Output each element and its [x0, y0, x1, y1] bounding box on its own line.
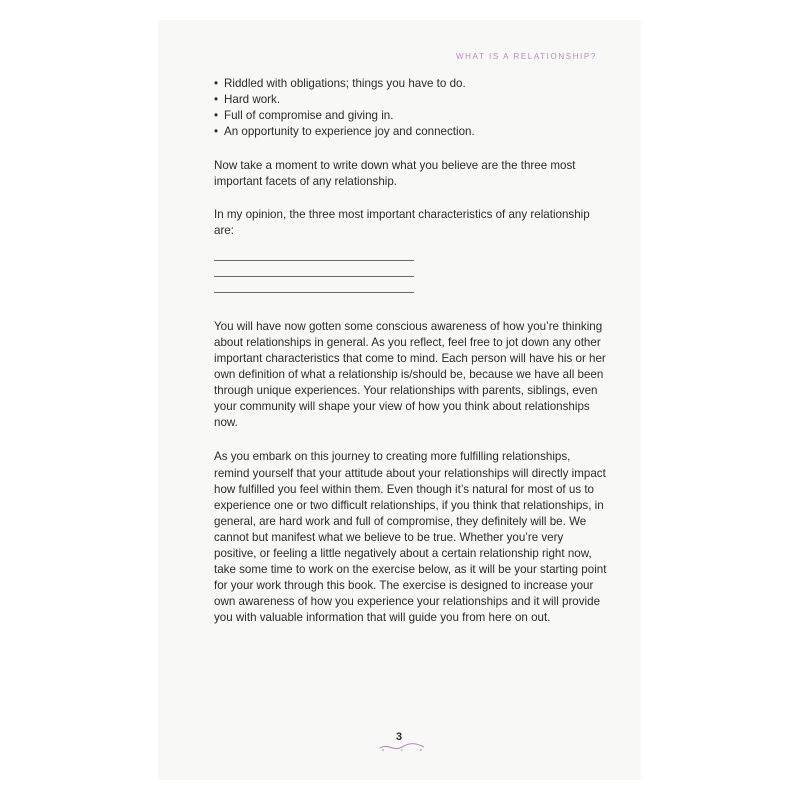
bullet-item: • Hard work.: [214, 92, 609, 108]
running-header: WHAT IS A RELATIONSHIP?: [456, 52, 597, 61]
answer-line: [214, 245, 414, 261]
opinion-lead-in: In my opinion, the three most important characteristics of any relationship are:: [214, 207, 590, 237]
bullet-item: • An opportunity to experience joy and connection.: [214, 124, 609, 140]
exercise-prompt: Now take a moment to write down what you believe are the three most important facets of any relationship.: [214, 159, 576, 189]
body-paragraph: You will have now gotten some conscious awareness of how you’re thinking about relationships in general. As you reflect, feel free to jot down any other important characteristics that come to mind. Each person will have his or her own definition of what a relationship is/should be, because we have all been through unique experiences. Your relationships with parents, siblings, even your community will shape your view of how you think about relationships now.: [214, 319, 606, 430]
answer-line: [214, 277, 414, 293]
flourish-ornament-icon: [378, 741, 426, 753]
answer-line: [214, 261, 414, 277]
bullet-item: • Riddled with obligations; things you have to do.: [214, 76, 609, 92]
bullet-item: • Full of compromise and giving in.: [214, 108, 609, 124]
answer-blanks: [214, 245, 414, 293]
page-number: 3: [396, 731, 403, 743]
body-paragraph: As you embark on this journey to creating more fulfilling relationships, remind yourself that your attitude about your relationships will directly impact how fulfilled you feel within them. Even though it’s natural for most of us to experience one or two difficult relationships, if you think that relationships, in general, are hard work and full of compromise, they definitely will be. We cannot but manifest what we believe to be true. Whether you’re very positive, or feeling a little negatively about a certain relationship right now, take some time to work on the exercise below, as it will be your starting point for your work through this book. The exercise is designed to increase your own awareness of how you experience your relationships and it will provide you with valuable information that will guide you from here on out.: [214, 450, 607, 625]
page-body: [214, 76, 609, 626]
bullet-list: [214, 76, 609, 140]
